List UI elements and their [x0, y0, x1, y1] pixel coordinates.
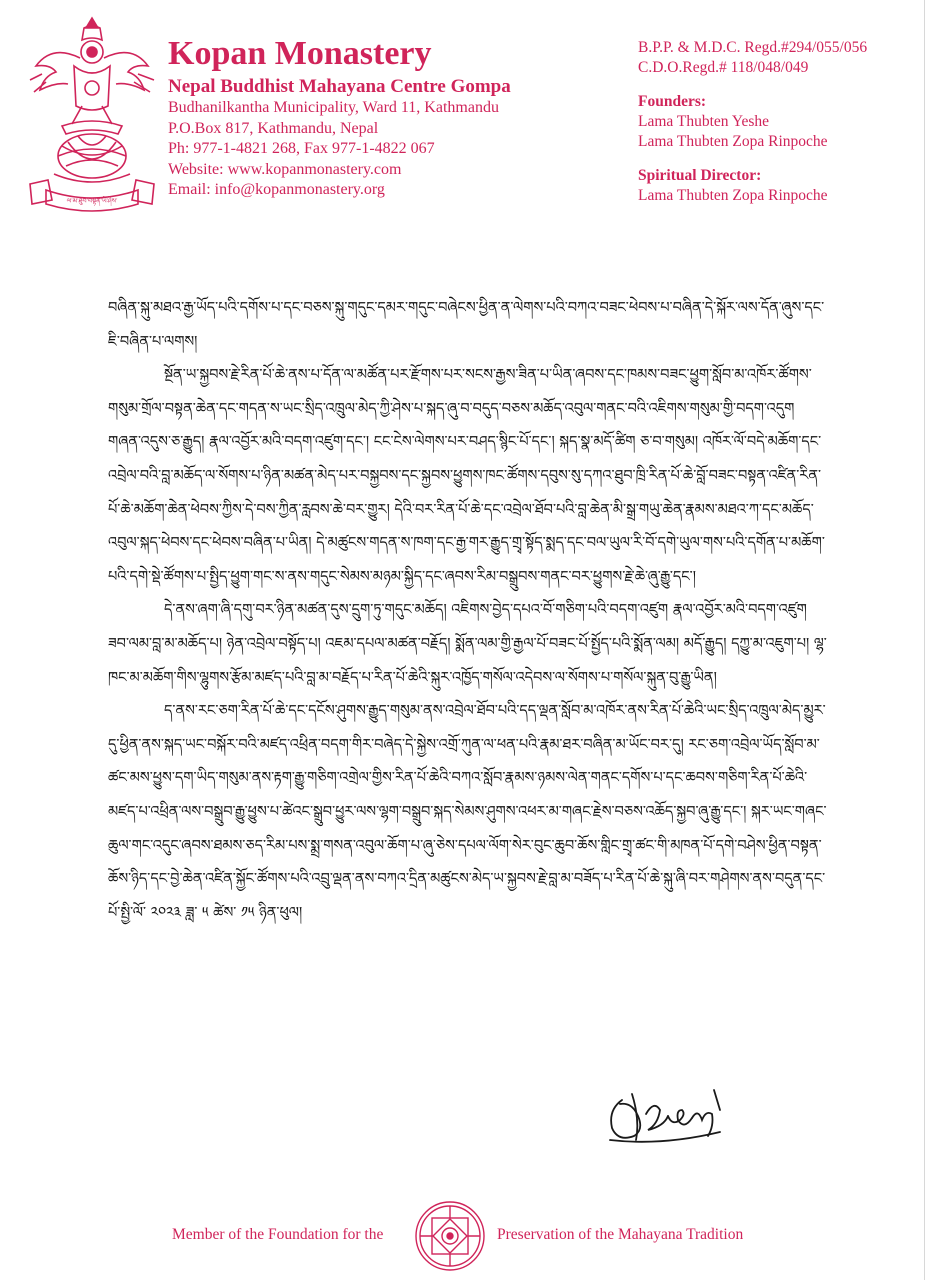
address-line: Email: info@kopanmonastery.org — [168, 181, 385, 198]
registration-line: C.D.O.Regd.# 118/048/049 — [638, 59, 809, 76]
footer-left-text: Member of the Foundation for the — [172, 1226, 384, 1243]
founder-name: Lama Thubten Yeshe — [638, 113, 770, 130]
letterhead-right-column — [638, 38, 867, 206]
letter-paragraph: བཞིན་སྐུ་མཐའ་རྒྱ་ཡོད་པའི་དགོས་པ་དང་བཅས་སྐུ་གདུང་དམར་གདུང་བཞེངས་ཕྱིན་ན་ལེགས་པའི་བཀའ་བཟང་ཕེབས་པ་བཞིན་དེ་སྐོར་ལས་དོན་ཞུས་དང་ཇི་བཞིན་པ་ལགས། — [108, 300, 825, 350]
signature-icon — [602, 1080, 732, 1150]
monastery-logo-icon — [22, 14, 162, 214]
footer — [0, 1200, 924, 1270]
address-line: Website: www.kopanmonastery.com — [168, 160, 402, 178]
founders-label: Founders: — [638, 93, 707, 110]
logo-banner-text: ལ་མ་ཐུབ་བསྟན་ཡེ་ཤེས་ — [66, 197, 118, 205]
letter-body — [108, 292, 828, 930]
organization-title: Kopan Monastery — [168, 35, 432, 72]
address-line: Ph: 977-1-4821 268, Fax 977-1-4822 067 — [168, 140, 435, 157]
footer-right-text: Preservation of the Mahayana Tradition — [497, 1226, 744, 1243]
letter-paragraph: དེ་ནས་ཞག་ཞི་དགུ་བར་ཉིན་མཚན་དུས་དྲུག་ཏུ་གདུང་མཆོད། འཇིགས་བྱེད་དཔའ་བོ་གཅིག་པའི་བདག་འཛུག རྣལ་འབྱོར་མའི་བདག་འཛུག ཟབ་ལམ་བླ་མ་མཆོད་པ། ཉེན་འབྲེལ་བསྟོད་པ། འཇམ་དཔལ་མཚན་བརྗོད། སྨོན་ལམ་གྱི་རྒྱལ་པོ་བཟང་པོ་སྤྱོད་པའི་སྨོན་ལམ། མདོ་རྒྱུད། དཀྱུ་མ་འཇུག་པ། ལྷ་ཁང་མ་མཆོག་གིས་ལྷུགས་རྩོམ་མཛད་པའི་བླ་མ་བརྗོད་པ་རིན་པོ་ཆེའི་སྐུར་འཁྱོད་གསོལ་འདེབས་ལ་སོགས་པ་གསོལ་སྐུན་བུ་རྒྱུ་ཡིན། — [108, 602, 827, 686]
registration-line: B.P.P. & M.D.C. Regd.#294/055/056 — [638, 39, 868, 56]
fpmt-seal-icon — [414, 1200, 486, 1272]
organization-subtitle: Nepal Buddhist Mahayana Centre Gompa — [168, 76, 511, 97]
spiritual-director-label: Spiritual Director: — [638, 167, 762, 184]
address-line: P.O.Box 817, Kathmandu, Nepal — [168, 119, 379, 137]
letter-paragraph: སྔོན་ཡ་སྐྱབས་རྗེ་རིན་པོ་ཆེ་ནས་པ་དོན་ལ་མཚོན་པར་རྫོགས་པར་སངས་རྒྱས་ཟིན་པ་ཡིན་ཞབས་དང་ཁམས་བཟང་ཕྱུག་སློབ་མ་འཁོར་ཚོགས་གསུམ་གྲོལ་བསྟན་ཆེན་དང་གདན་ས་ཡང་སྲིད་འཁྲུལ་མེད་ཀྱི་ཤེས་པ་སྐད་ཞུ་བ་བདུད་བཅས་མཆོད་འབུལ་གནང་བའི་འཇིགས་གསུམ་གྱི་བདག་འདུག གཞན་འདུས་ཅ་རྒྱུད། རྣལ་འབྱོར་མའི་བདག་འཛུག་དང་། ངང་ངེས་ལེགས་པར་བཤད་སྙིང་པོ་དང་། སྐད་སྣ་མདོ་ཚིག ཅ་བ་གསུམ། འཁོར་ལོ་བདེ་མཆོག་དང་འབྲེལ་བའི་བླ་མཆོད་ལ་སོགས་པ་ཉིན་མཚན་མེད་པར་བསྐྱབས་དང་སྐྱབས་ཕྱུགས་ཁང་ཚོགས་དབུས་སུ་དཀའ་ཐུབ་ཁྲི་རིན་པོ་ཆེ་བློ་བཟང་བསྟན་འཛིན་རིན་པོ་ཆེ་མཆོག་ཆེན་ཕེབས་ཀྱིས་དེ་བས་ཀྱིན་རླབས་ཆེ་བར་གྱུར། དེའི་བར་རིན་པོ་ཆེ་དང་འབྲེལ་ཐོབ་པའི་བླ་ཆེན་མི་སྒྲ་གཡུ་ཆེན་རྣམས་མཐའ་ཀ་དང་མཆོད་འབུལ་སྐད་ཕེབས་དང་ཕེབས་བཞིན་པ་ཡིན། དེ་མཚུངས་གདན་ས་ཁག་དང་རྒྱ་གར་རྒྱུད་གྲྭ་སྟོད་སྨད་དང་བལ་ཡུལ་རི་བོ་དགེ་ཡུལ་གས་པའི་དགོན་པ་མཆོག་པའི་དགེ་སྡེ་ཚོགས་པ་སྤྱིད་ཕྱུག་གང་ས་ནས་གདུང་སེམས་མཉམ་སྐྱིད་དང་ཞབས་རིམ་བསྒྲུབས་གནང་བར་ཕྱུགས་རྗེ་ཆེ་ཞུ་རྒྱུ་དང་། — [108, 367, 825, 585]
founder-name: Lama Thubten Zopa Rinpoche — [638, 133, 828, 150]
letter-paragraph: ད་ནས་རང་ཅག་རིན་པོ་ཆེ་དང་དངོས་ཤུགས་རྒྱུད་གསུམ་ནས་འབྲེལ་ཐོབ་པའི་དད་ལྡན་སློབ་མ་འཁོར་ནས་རིན་པོ་ཆེའི་ཡང་སྲིད་འཁྲུལ་མེད་མྱུར་དུ་ཕྱིན་ནས་སྐད་ཡང་བསྐོར་བའི་མཛད་འཕྲིན་བདག་གིར་བཞེད་དེ་སྐྱེས་འགྲོ་ཀུན་ལ་ཕན་པའི་རྣམ་ཐར་བཞིན་མ་ཡོང་བར་དུ། རང་ཅག་འབྲེལ་ཡོད་སློབ་མ་ཚང་མས་ཕྱུས་དག་ཡིད་གསུམ་ནས་རྟག་རྒྱུ་གཅིག་འགྲེལ་གྱིས་རིན་པོ་ཆེའི་བཀའ་སློབ་རྣམས་ཉམས་ལེན་གནང་དགོས་པ་དང་ཆབས་གཅིག་རིན་པོ་ཆེའི་མཛད་པ་འཕྲིན་ལས་བསྒྲུབ་རྒྱུ་ཕྱུས་པ་ཚེའང་སྒྲུབ་ཕྱུར་ལས་ལྷག་བསྒྲུབ་སྐད་སེམས་ཤུགས་འཕར་མ་གཞང་རྗེས་བཅས་འཆོད་སྐྱབ་ཞུ་རྒྱུ་དང་། སྐར་ཡང་གཞང་ཆུལ་གང་འདུང་ཞབས་ཐམས་ཅད་རིམ་པས་སྨྲ་གསན་འབུལ་ཆོག་པ་ཞུ་ཅེས་དཔལ་ལོག་སེར་བུང་ཆུབ་ཆོས་གླིང་གྲྭ་ཚང་གི་མཁན་པོ་དགེ་བཤེས་ཕྱིན་བསྟན་ཆོས་ཉིད་དང་བྱེ་ཆེན་འཛིན་སྐྱོང་ཚོགས་པའི་འབྲུ་ལྡན་ནས་བཀའ་དྲིན་མཚུངས་མེད་ཡ་སྐྱབས་རྗེ་བླ་མ་བཟོད་པ་རིན་པོ་ཆེ་སྐུ་ཞི་བར་གཤེགས་ནས་བདུན་དང་པོ་སྤྱི་ལོ་ ༢༠༢༣ ཟླ་ ༥ ཚེས་ ༡༥ ཉིན་ཕུལ། — [108, 703, 827, 921]
letterhead — [168, 34, 511, 201]
spiritual-director-name: Lama Thubten Zopa Rinpoche — [638, 187, 828, 204]
address-line: Budhanilkantha Municipality, Ward 11, Kathmandu — [168, 99, 499, 116]
